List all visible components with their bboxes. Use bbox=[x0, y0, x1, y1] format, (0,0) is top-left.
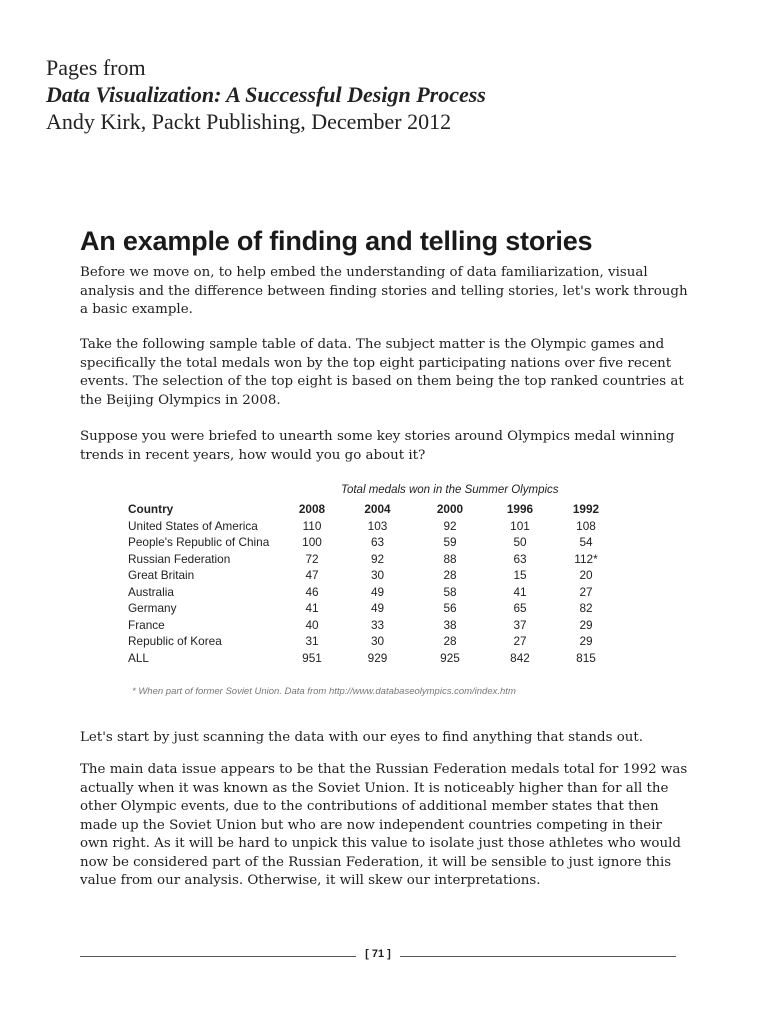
table-row bbox=[128, 584, 618, 601]
medal-count-cell: 110 bbox=[302, 518, 322, 533]
medal-count-cell: 50 bbox=[513, 535, 527, 549]
cover-block bbox=[46, 54, 486, 135]
data-issue-paragraph: The main data issue appears to be that the Russian Federation medals total for 1992 was actually when it was known as the Soviet Union. It is noticeably higher than for all the other Olympic events, due to the contributions of additional member states that then made up the Soviet Union but who are now independent countries competing in their own right. As it will be hard to unpick this value to isolate just those athletes who would now be considered part of the Russian Federation, it will be sensible to just ignore this value from our analysis. Otherwise, it will skew our interpretations. bbox=[80, 762, 688, 888]
medal-count-cell: 59 bbox=[443, 535, 457, 549]
table-row bbox=[128, 650, 618, 667]
medal-count-cell: 33 bbox=[370, 617, 385, 632]
medal-count-cell: 842 bbox=[510, 650, 530, 665]
table-intro-paragraph: Take the following sample table of data. The subject matter is the Olympic games and specifically the total medals won by the top eight participating nations over five recent events. The selection of the top eight is based on them being the top ranked countries at the Beijing Olympics in 2008. bbox=[80, 337, 684, 408]
medal-count-cell: 40 bbox=[305, 617, 319, 632]
medal-count-cell: 49 bbox=[370, 601, 385, 615]
medal-count-cell: 41 bbox=[305, 601, 319, 615]
medal-count-cell: 47 bbox=[305, 568, 319, 582]
medal-count-cell: 30 bbox=[370, 634, 385, 648]
scan-paragraph: Let's start by just scanning the data with our eyes to find anything that stands out. bbox=[80, 730, 644, 745]
country-cell: France bbox=[128, 617, 165, 632]
medal-count-cell: 30 bbox=[370, 568, 385, 582]
country-cell: Australia bbox=[128, 584, 174, 599]
column-header: 2008 bbox=[298, 502, 326, 516]
medal-count-cell: 63 bbox=[513, 551, 527, 566]
medal-count-cell: 925 bbox=[440, 650, 460, 665]
medal-count-cell: 92 bbox=[443, 518, 457, 533]
country-cell: Great Britain bbox=[128, 568, 195, 582]
page-footer bbox=[80, 948, 676, 964]
medal-count-cell: 65 bbox=[513, 601, 527, 615]
column-header: Country bbox=[128, 502, 174, 516]
country-cell: People's Republic of China bbox=[128, 535, 270, 549]
medal-count-cell: 27 bbox=[579, 584, 593, 599]
footer-rule-right bbox=[400, 956, 676, 957]
medal-count-cell: 112* bbox=[574, 551, 598, 566]
footer-rule-left bbox=[80, 956, 356, 957]
table-row bbox=[128, 617, 618, 634]
medal-count-cell: 100 bbox=[302, 535, 322, 549]
medal-count-cell: 56 bbox=[443, 601, 457, 615]
medal-count-cell: 88 bbox=[443, 551, 457, 566]
table-row bbox=[128, 534, 618, 551]
column-header: 2000 bbox=[436, 502, 464, 516]
column-header: 2004 bbox=[364, 502, 391, 516]
table-footnote: * When part of former Soviet Union. Data from http://www.databaseolympics.com/index.htm bbox=[132, 686, 516, 697]
medals-table bbox=[128, 501, 618, 666]
intro-paragraph: Before we move on, to help embed the understanding of data familiarization, visual analysis and the difference between finding stories and telling stories, let's work through a basic example. bbox=[80, 265, 688, 317]
medal-count-cell: 49 bbox=[370, 584, 385, 599]
medal-count-cell: 29 bbox=[579, 634, 593, 648]
medal-count-cell: 41 bbox=[513, 584, 527, 599]
table-caption: Total medals won in the Summer Olympics bbox=[341, 484, 559, 496]
medal-count-cell: 37 bbox=[513, 617, 527, 632]
medal-count-cell: 27 bbox=[513, 634, 527, 648]
medal-count-cell: 38 bbox=[443, 617, 457, 632]
medal-count-cell: 46 bbox=[305, 584, 319, 599]
country-cell: Russian Federation bbox=[128, 551, 231, 566]
brief-paragraph: Suppose you were briefed to unearth some key stories around Olympics medal winning trends in recent years, how would you go about it? bbox=[80, 429, 675, 463]
table-row bbox=[128, 633, 618, 650]
section-heading: An example of finding and telling stories bbox=[80, 226, 593, 256]
medal-count-cell: 28 bbox=[443, 634, 457, 648]
medal-count-cell: 63 bbox=[370, 535, 385, 549]
table-body bbox=[128, 518, 618, 667]
country-cell: ALL bbox=[128, 650, 149, 665]
medal-count-cell: 28 bbox=[443, 568, 457, 582]
medal-count-cell: 29 bbox=[579, 617, 593, 632]
medal-count-cell: 54 bbox=[579, 535, 593, 549]
medal-count-cell: 72 bbox=[305, 551, 319, 566]
table-row bbox=[128, 600, 618, 617]
medal-count-cell: 929 bbox=[367, 650, 388, 665]
book-title: Data Visualization: A Successful Design Process bbox=[46, 82, 486, 107]
table-row bbox=[128, 518, 618, 535]
country-cell: United States of America bbox=[128, 518, 258, 533]
cover-intro: Pages from bbox=[46, 55, 146, 80]
medal-count-cell: 15 bbox=[513, 568, 527, 582]
table-row bbox=[128, 551, 618, 568]
country-cell: Germany bbox=[128, 601, 177, 615]
medal-count-cell: 58 bbox=[443, 584, 457, 599]
medal-count-cell: 951 bbox=[302, 650, 322, 665]
medal-count-cell: 31 bbox=[305, 634, 319, 648]
table-header-row bbox=[128, 501, 618, 518]
page-number: [ 71 ] bbox=[365, 948, 391, 960]
medal-count-cell: 815 bbox=[576, 650, 596, 665]
medal-count-cell: 92 bbox=[370, 551, 385, 566]
column-header: 1996 bbox=[506, 502, 534, 516]
medal-count-cell: 82 bbox=[579, 601, 593, 615]
column-header: 1992 bbox=[572, 502, 600, 516]
medal-count-cell: 20 bbox=[579, 568, 593, 582]
medal-count-cell: 103 bbox=[367, 518, 388, 533]
medal-count-cell: 101 bbox=[510, 518, 530, 533]
author-publisher-line: Andy Kirk, Packt Publishing, December 2012 bbox=[46, 109, 452, 134]
medal-count-cell: 108 bbox=[576, 518, 596, 533]
table-row bbox=[128, 567, 618, 584]
country-cell: Republic of Korea bbox=[128, 634, 222, 648]
